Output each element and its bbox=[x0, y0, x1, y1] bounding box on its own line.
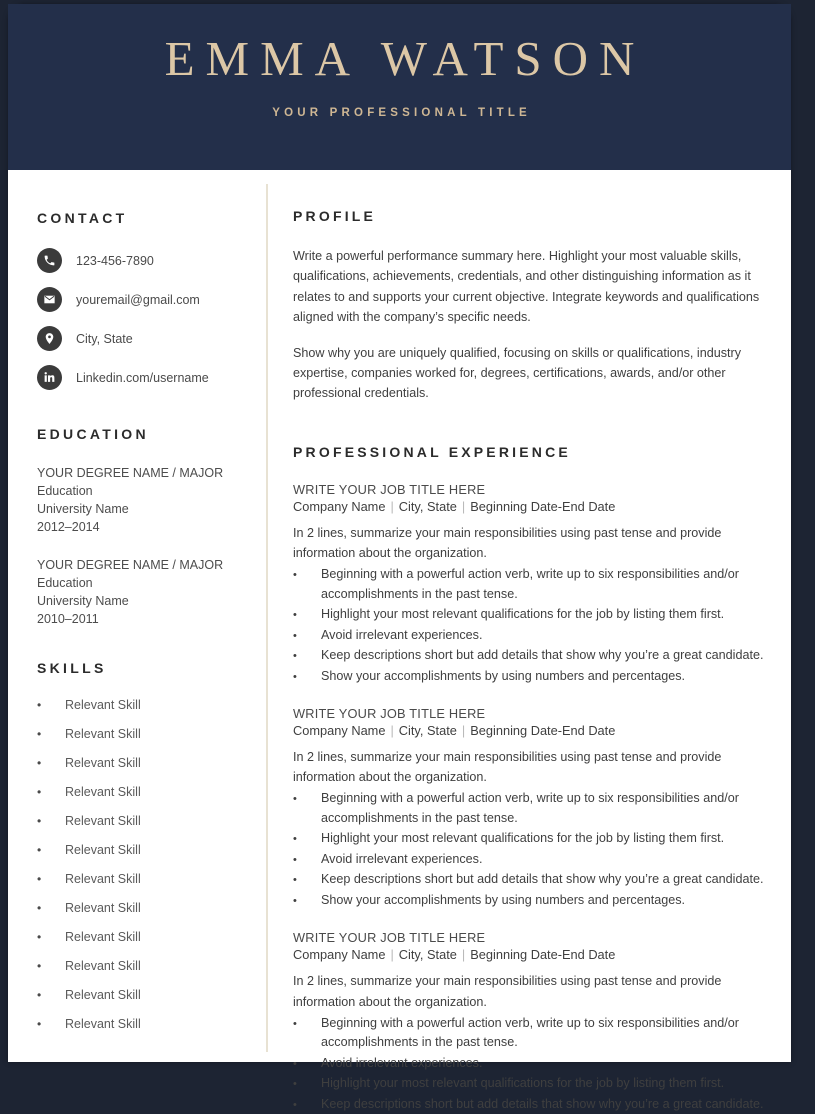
job-bullet bbox=[293, 605, 769, 625]
job-company: Company Name bbox=[293, 498, 386, 514]
job-bullet bbox=[293, 1074, 769, 1094]
skill-label: Relevant Skill bbox=[65, 988, 141, 1002]
education-heading: EDUCATION bbox=[37, 426, 149, 442]
job-meta bbox=[293, 947, 769, 962]
skill-item bbox=[37, 988, 252, 1002]
education-dates: 2012–2014 bbox=[37, 520, 100, 535]
bullet-label: Avoid irrelevant experiences. bbox=[321, 851, 483, 866]
bullet-label: Beginning with a powerful action verb, write up to six responsibilities and/or accomplishments in the past tense. bbox=[321, 567, 739, 601]
skill-item bbox=[37, 756, 252, 770]
job-bullet bbox=[293, 789, 769, 828]
bullet-icon: • bbox=[293, 793, 297, 806]
bullet-icon: • bbox=[37, 756, 42, 770]
bullet-icon: • bbox=[293, 1078, 297, 1091]
bullet-label: Avoid irrelevant experiences. bbox=[321, 1055, 483, 1070]
job-dates: Beginning Date-End Date bbox=[470, 723, 616, 739]
job-location: City, State bbox=[398, 947, 457, 963]
skill-label: Relevant Skill bbox=[65, 959, 141, 973]
meta-separator: | bbox=[461, 947, 466, 963]
contact-section bbox=[37, 210, 252, 390]
bullet-icon: • bbox=[293, 833, 297, 846]
bullet-icon: • bbox=[293, 853, 297, 866]
job-bullet bbox=[293, 626, 769, 646]
bullet-icon: • bbox=[293, 670, 297, 683]
bullet-icon: • bbox=[293, 1098, 297, 1111]
bullet-label: Keep descriptions short but add details that show why you’re a great candidate. bbox=[321, 648, 764, 663]
bullet-icon: • bbox=[293, 629, 297, 642]
job-bullet-list bbox=[293, 789, 769, 910]
job-title: WRITE YOUR JOB TITLE HERE bbox=[293, 930, 486, 946]
bullet-icon: • bbox=[37, 872, 42, 886]
bullet-icon: • bbox=[37, 843, 42, 857]
job-bullet bbox=[293, 891, 769, 911]
bullet-icon: • bbox=[37, 785, 42, 799]
sidebar-column bbox=[8, 170, 266, 1062]
profile-paragraph: Write a powerful performance summary here. Highlight your most valuable skills, qualifications, achievements, credentials, and other distinguishing information as it relates to and supports your current objective. Integrate keywords and qualifications aligned with the company’s specific needs. bbox=[293, 249, 760, 325]
professional-title: YOUR PROFESSIONAL TITLE bbox=[272, 107, 531, 119]
skills-heading: SKILLS bbox=[37, 660, 107, 676]
skill-item bbox=[37, 930, 252, 944]
meta-separator: | bbox=[390, 947, 394, 963]
skills-section bbox=[37, 660, 252, 1031]
skill-label: Relevant Skill bbox=[65, 930, 141, 944]
phone-icon bbox=[37, 248, 62, 273]
job-bullet-list bbox=[293, 565, 769, 686]
profile-heading: PROFILE bbox=[293, 208, 377, 224]
job-bullet bbox=[293, 667, 769, 687]
bullet-icon: • bbox=[37, 901, 42, 915]
job-bullet bbox=[293, 1054, 769, 1074]
contact-item-email[interactable] bbox=[37, 287, 252, 312]
skill-label: Relevant Skill bbox=[65, 843, 141, 857]
contact-value: Linkedin.com/username bbox=[76, 370, 209, 385]
job-bullet bbox=[293, 1095, 769, 1114]
education-degree: YOUR DEGREE NAME / MAJOR bbox=[37, 557, 224, 572]
job-summary: In 2 lines, summarize your main responsibilities using past tense and provide information about the organization. bbox=[293, 525, 722, 560]
job-company: Company Name bbox=[293, 723, 386, 739]
job-dates: Beginning Date-End Date bbox=[470, 498, 616, 514]
skill-item bbox=[37, 785, 252, 799]
contact-value: youremail@gmail.com bbox=[76, 292, 200, 307]
bullet-icon: • bbox=[293, 569, 297, 582]
contact-heading: CONTACT bbox=[37, 210, 128, 226]
bullet-label: Avoid irrelevant experiences. bbox=[321, 627, 483, 642]
bullet-label: Show your accomplishments by using numbers and percentages. bbox=[321, 892, 686, 907]
bullet-label: Highlight your most relevant qualifications for the job by listing them first. bbox=[321, 1076, 725, 1091]
education-school: University Name bbox=[37, 502, 129, 517]
education-degree: YOUR DEGREE NAME / MAJOR bbox=[37, 466, 224, 480]
profile-section bbox=[293, 208, 769, 404]
bullet-icon: • bbox=[37, 988, 42, 1002]
education-entry bbox=[37, 464, 252, 537]
skill-label: Relevant Skill bbox=[65, 1017, 141, 1031]
job-dates: Beginning Date-End Date bbox=[470, 947, 616, 963]
jobs-list bbox=[293, 482, 769, 1114]
education-level: Education bbox=[37, 484, 93, 499]
skill-item bbox=[37, 872, 252, 886]
bullet-label: Beginning with a powerful action verb, write up to six responsibilities and/or accomplishments in the past tense. bbox=[321, 1015, 739, 1050]
job-title: WRITE YOUR JOB TITLE HERE bbox=[293, 706, 486, 722]
bullet-icon: • bbox=[37, 930, 42, 944]
job-location: City, State bbox=[398, 498, 457, 514]
education-level: Education bbox=[37, 575, 93, 590]
location-pin-icon bbox=[37, 326, 62, 351]
resume-header bbox=[8, 4, 791, 170]
skill-label: Relevant Skill bbox=[65, 756, 141, 770]
bullet-icon: • bbox=[293, 894, 297, 907]
bullet-label: Show your accomplishments by using numbers and percentages. bbox=[321, 668, 686, 683]
bullet-icon: • bbox=[37, 727, 42, 741]
bullet-icon: • bbox=[293, 1057, 297, 1070]
bullet-label: Highlight your most relevant qualifications for the job by listing them first. bbox=[321, 831, 725, 846]
education-entry bbox=[37, 556, 252, 629]
skills-list bbox=[37, 698, 252, 1031]
bullet-icon: • bbox=[37, 1017, 42, 1031]
main-column bbox=[268, 170, 791, 1111]
job-bullet bbox=[293, 829, 769, 849]
skill-label: Relevant Skill bbox=[65, 814, 141, 828]
bullet-label: Keep descriptions short but add details that show why you’re a great candidate. bbox=[321, 872, 764, 887]
job-bullet bbox=[293, 1014, 769, 1053]
skill-label: Relevant Skill bbox=[65, 698, 141, 712]
job-location: City, State bbox=[398, 723, 457, 739]
skill-item bbox=[37, 698, 252, 712]
job-entry bbox=[293, 930, 769, 1114]
resume-body bbox=[8, 170, 791, 1111]
skill-item bbox=[37, 1017, 252, 1031]
contact-item-phone[interactable] bbox=[37, 248, 252, 273]
contact-value: City, State bbox=[76, 331, 133, 346]
job-summary: In 2 lines, summarize your main responsibilities using past tense and provide information about the organization. bbox=[293, 974, 722, 1009]
resume-page bbox=[8, 4, 791, 1111]
meta-separator: | bbox=[390, 723, 394, 739]
job-entry bbox=[293, 482, 769, 686]
job-meta bbox=[293, 499, 769, 514]
job-bullet-list bbox=[293, 1014, 769, 1114]
bullet-label: Highlight your most relevant qualifications for the job by listing them first. bbox=[321, 607, 725, 622]
linkedin-icon bbox=[37, 365, 62, 390]
bullet-icon: • bbox=[293, 650, 297, 663]
job-meta bbox=[293, 723, 769, 738]
job-company: Company Name bbox=[293, 947, 386, 963]
profile-paragraph: Show why you are uniquely qualified, focusing on skills or qualifications, industry expertise, companies worked for, degrees, certifications, awards, and/or other professional credentials. bbox=[293, 345, 742, 401]
meta-separator: | bbox=[461, 723, 466, 739]
skill-label: Relevant Skill bbox=[65, 727, 141, 741]
bullet-icon: • bbox=[293, 609, 297, 622]
skill-item bbox=[37, 843, 252, 857]
education-school: University Name bbox=[37, 593, 129, 608]
skill-item bbox=[37, 959, 252, 973]
contact-item-location[interactable] bbox=[37, 326, 252, 351]
bullet-icon: • bbox=[37, 814, 42, 828]
skill-item bbox=[37, 814, 252, 828]
bullet-icon: • bbox=[293, 874, 297, 887]
job-entry bbox=[293, 706, 769, 910]
job-title: WRITE YOUR JOB TITLE HERE bbox=[293, 481, 486, 497]
bullet-icon: • bbox=[37, 959, 42, 973]
job-bullet bbox=[293, 850, 769, 870]
job-summary: In 2 lines, summarize your main responsibilities using past tense and provide information about the organization. bbox=[293, 750, 722, 785]
meta-separator: | bbox=[390, 498, 394, 514]
job-bullet bbox=[293, 565, 769, 604]
skill-label: Relevant Skill bbox=[65, 901, 141, 915]
job-bullet bbox=[293, 870, 769, 890]
contact-item-linkedin[interactable] bbox=[37, 365, 252, 390]
education-section bbox=[37, 426, 252, 628]
candidate-name: EMMA WATSON bbox=[164, 31, 646, 86]
experience-heading: PROFESSIONAL EXPERIENCE bbox=[293, 443, 571, 460]
job-bullet bbox=[293, 646, 769, 666]
skill-item bbox=[37, 727, 252, 741]
bullet-label: Beginning with a powerful action verb, write up to six responsibilities and/or accomplishments in the past tense. bbox=[321, 791, 739, 825]
bullet-label: Keep descriptions short but add details that show why you’re a great candidate. bbox=[321, 1096, 764, 1111]
experience-section bbox=[293, 444, 769, 1114]
meta-separator: | bbox=[461, 498, 466, 514]
education-dates: 2010–2011 bbox=[37, 611, 99, 626]
bullet-icon: • bbox=[37, 698, 42, 712]
contact-value: 123-456-7890 bbox=[76, 253, 154, 268]
skill-label: Relevant Skill bbox=[65, 872, 141, 886]
email-icon bbox=[37, 287, 62, 312]
skill-label: Relevant Skill bbox=[65, 785, 141, 799]
bullet-icon: • bbox=[293, 1017, 297, 1030]
skill-item bbox=[37, 901, 252, 915]
